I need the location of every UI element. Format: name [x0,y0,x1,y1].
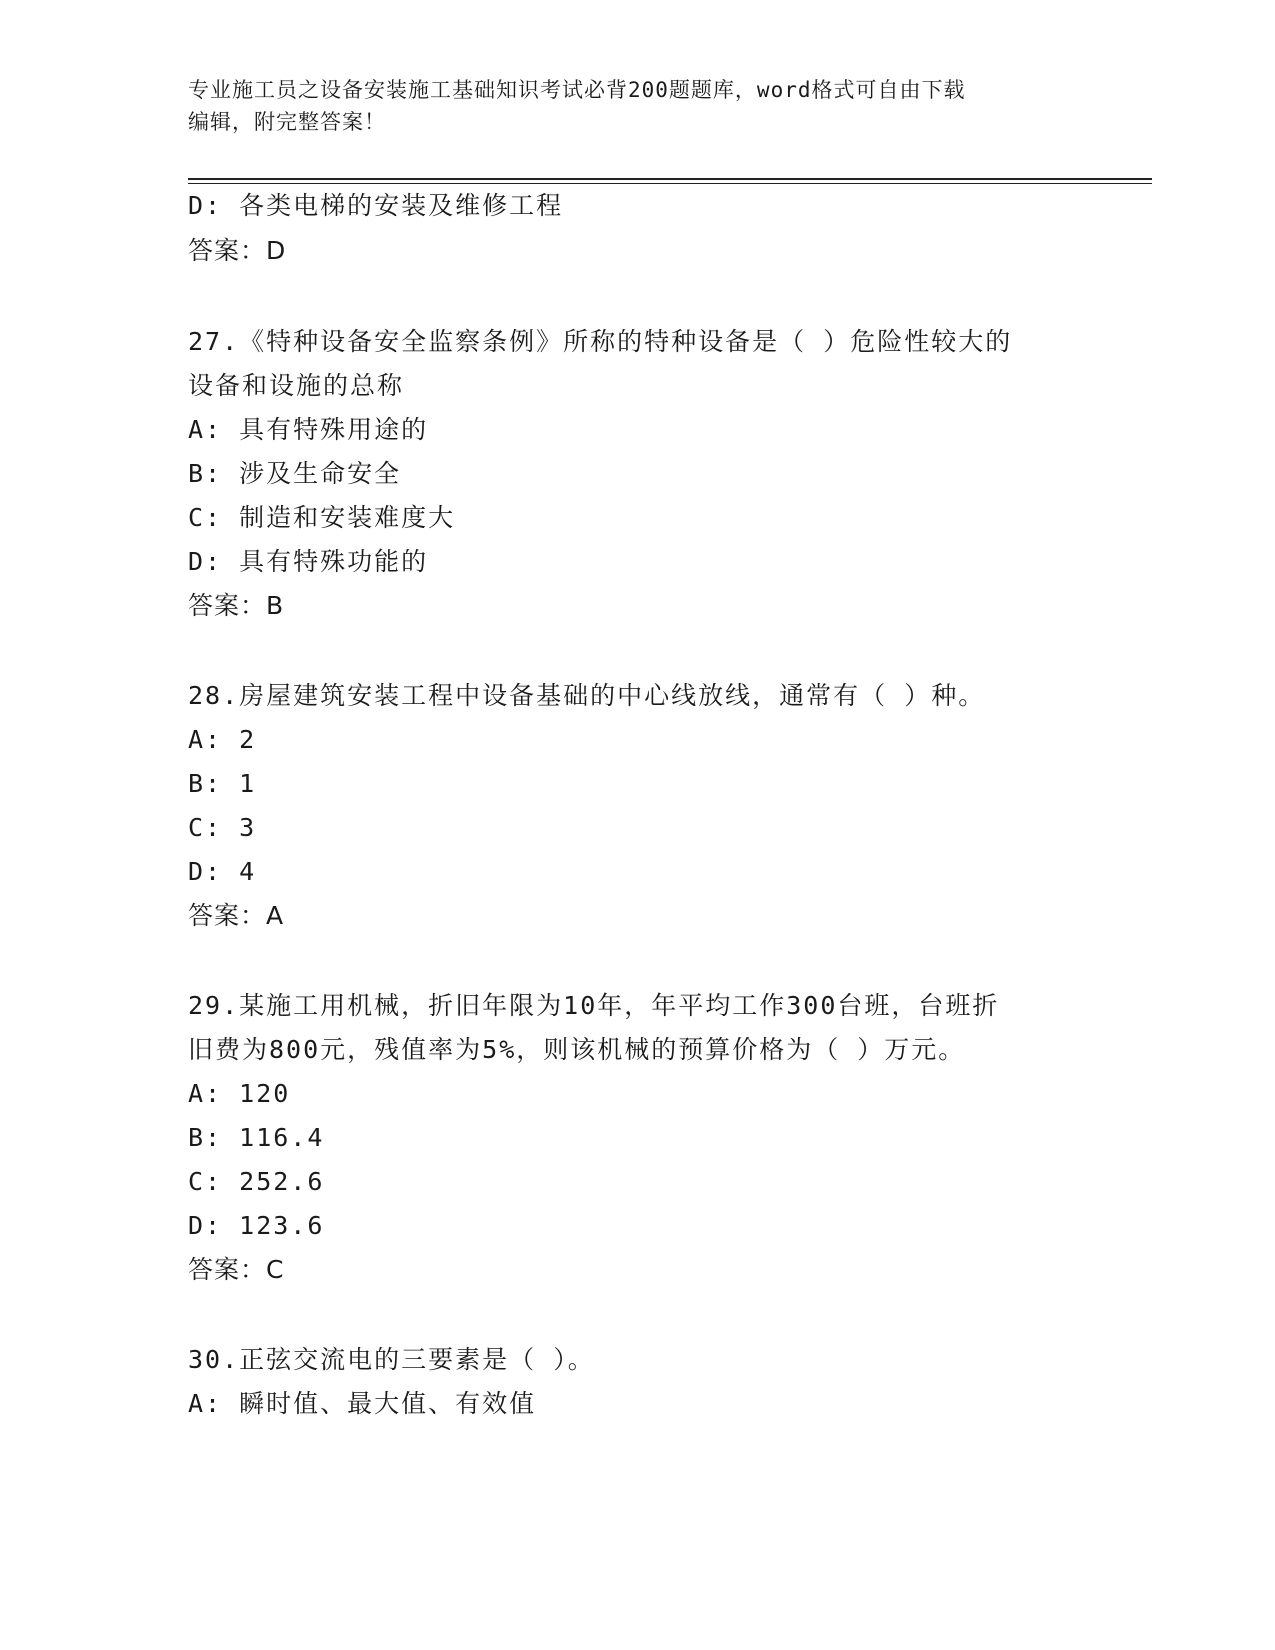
option-line: D: 4 [188,857,257,886]
option-line: A: 2 [188,725,257,754]
question-line: 29.某施工用机械，折旧年限为10年，年平均工作300台班，台班折 [188,991,1000,1020]
option-line: D: 各类电梯的安装及维修工程 [188,191,564,220]
option-line: D: 123.6 [188,1211,325,1240]
answer-line: 答案：A [188,901,285,930]
option-line: B: 涉及生命安全 [188,459,402,488]
option-line: C: 252.6 [188,1167,325,1196]
answer-line: 答案：B [188,591,285,620]
option-line: A: 具有特殊用途的 [188,415,429,444]
header-divider-thick [188,178,1152,180]
option-line: B: 1 [188,769,257,798]
option-line: A: 瞬时值、最大值、有效值 [188,1389,537,1418]
answer-line: 答案：C [188,1255,285,1284]
option-line: C: 3 [188,813,257,842]
question-line: 旧费为800元，残值率为5%，则该机械的预算价格为（ ）万元。 [188,1035,966,1064]
option-line: B: 116.4 [188,1123,325,1152]
question-line: 设备和设施的总称 [188,371,405,400]
question-line: 27.《特种设备安全监察条例》所称的特种设备是（ ）危险性较大的 [188,327,1013,356]
header-line-2: 编辑，附完整答案！ [188,110,386,134]
document-header [188,74,1068,138]
option-line: D: 具有特殊功能的 [188,547,429,576]
header-line-1: 专业施工员之设备安装施工基础知识考试必背200题题库，word格式可自由下载 [188,78,966,102]
header-divider-thin [188,183,1152,184]
question-line: 30.正弦交流电的三要素是（ ）。 [188,1345,595,1374]
option-line: C: 制造和安装难度大 [188,503,456,532]
option-line: A: 120 [188,1079,291,1108]
answer-line: 答案：D [188,236,287,265]
question-line: 28.房屋建筑安装工程中设备基础的中心线放线，通常有（ ）种。 [188,681,986,710]
